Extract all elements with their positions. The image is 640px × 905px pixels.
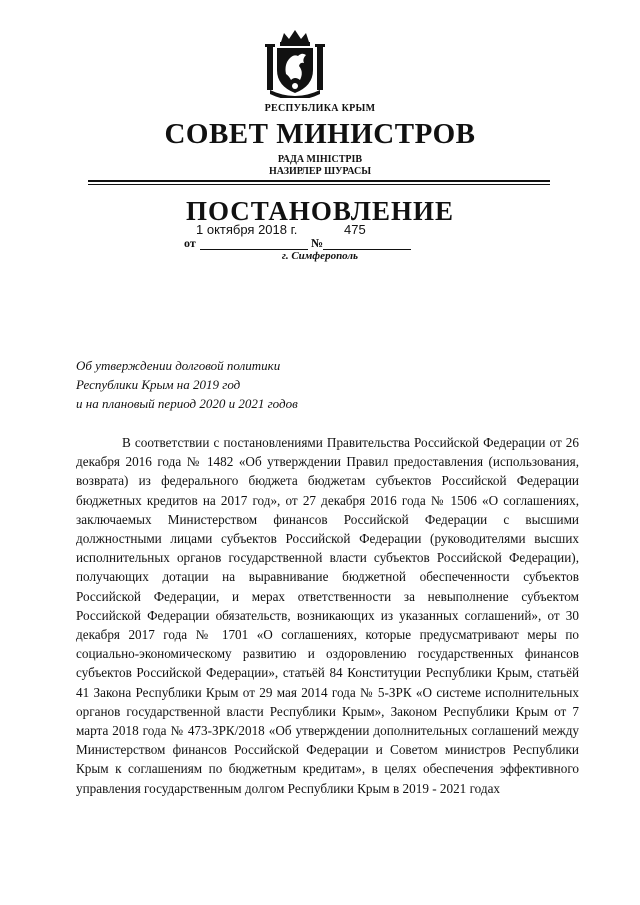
subject-line: Республики Крым на 2019 год [76, 377, 241, 392]
decree-number: 475 [344, 222, 366, 237]
subject-line: и на плановый период 2020 и 2021 годов [76, 396, 298, 411]
city-name: г. Симферополь [281, 250, 359, 262]
council-name-crimean-tatar: НАЗИРЛЕР ШУРАСЫ [268, 166, 372, 177]
header-divider-thin [88, 184, 550, 185]
date-label: от [184, 236, 196, 250]
document-type-title: ПОСТАНОВЛЕНИЕ [185, 196, 455, 226]
coat-of-arms-icon [264, 28, 326, 98]
council-name: СОВЕТ МИНИСТРОВ [164, 118, 476, 150]
number-label: № [311, 236, 324, 250]
decree-body-paragraph: В соответствии с постановлениями Правительства Российской Федерации от 26 декабря 2016 года № 1482 «Об утверждении Правил предоставления (использования, возврата) из федерального бюджета бюджетам субъектов Российской Федерации бюджетных кредитов на 2017 год», от 27 декабря 2016 года № 1506 «О соглашениях, заключаемых Министерством финансов Российской Федерации с высшими должностными лицами субъектов Российской Федерации (руководителями высших исполнительных органов государственной власти субъектов Российской Федерации), получающих дотации на выравнивание бюджетной обеспеченности субъектов Российской Федерации, и мерах ответственности за невыполнение субъектом Российской Федерации обязательств, возникающих из указанных соглашений», от 30 декабря 2017 года № 1701 «О соглашениях, которые предусматривают меры по социально-экономическому развитию и оздоровлению государственных финансов субъектов Российской Федерации», статьёй 84 Конституции Республики Крым, статьёй 41 Закона Республики Крым от 29 мая 2014 года № 5-ЗРК «О системе исполнительных органов государственной власти Республики Крым», Законом Республики Крым от 7 марта 2018 года № 473-ЗРК/2018 «Об утверждении дополнительных соглашений между Министерством финансов Российской Федерации и Советом министров Республики Крым к соглашениям по бюджетным кредитам», в целях обеспечения эффективного управления государственным долгом Республики Крым в 2019 - 2021 годах [76, 435, 579, 796]
subject-line: Об утверждении долговой политики [76, 358, 281, 373]
decree-subject [76, 356, 298, 413]
decree-date: 1 октября 2018 г. [196, 222, 298, 237]
header-divider-thick [88, 180, 550, 182]
council-name-ukrainian: РАДА МІНІСТРІВ [277, 154, 363, 165]
republic-name: РЕСПУБЛИКА КРЫМ [264, 103, 376, 114]
